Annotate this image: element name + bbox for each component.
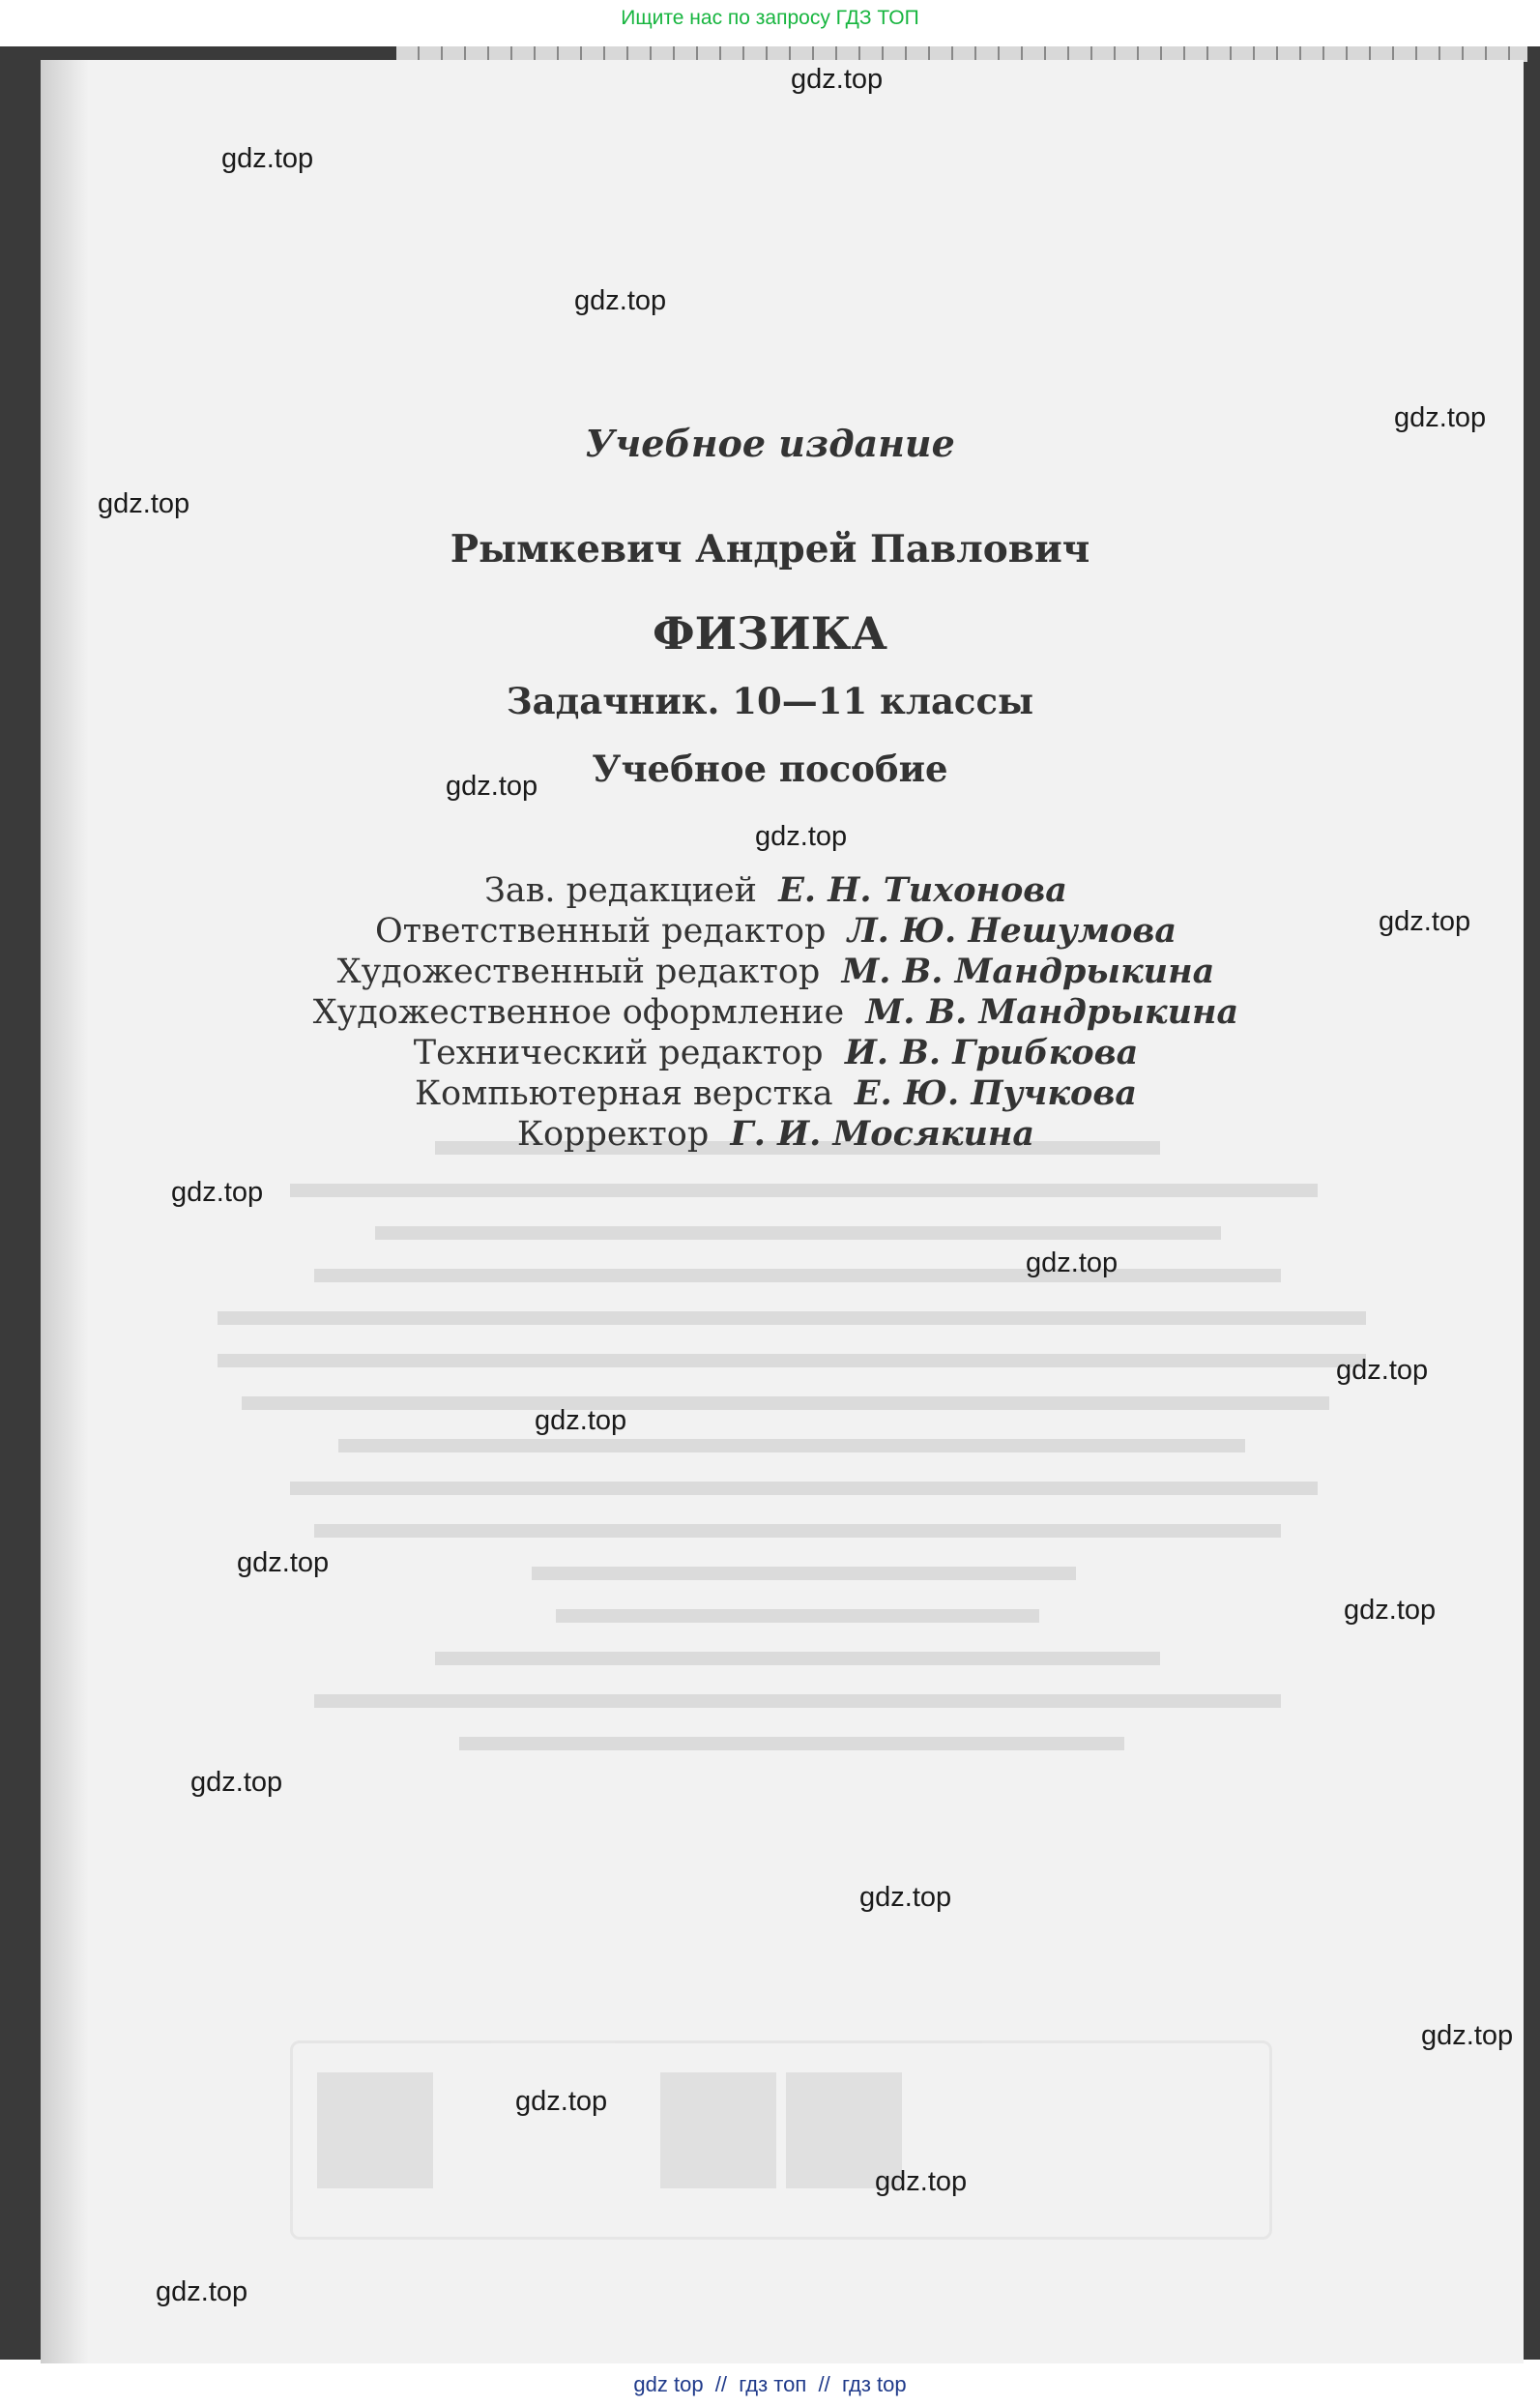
qr-codes-panel: [290, 2040, 1272, 2240]
credit-role: Технический редактор: [413, 1034, 824, 1072]
watermark: gdz.top: [1344, 1595, 1437, 1626]
watermark: gdz.top: [237, 1547, 330, 1578]
book-subtitle: Задачник. 10—11 классы: [506, 680, 1034, 722]
credit-name: Е. Ю. Пучкова: [854, 1073, 1138, 1113]
credit-row: [0, 870, 1540, 911]
credit-row: [0, 1114, 1540, 1155]
credit-name: М. В. Мандрыкина: [865, 992, 1239, 1032]
watermark: gdz.top: [98, 488, 190, 519]
credit-row: [0, 1033, 1540, 1073]
watermark: gdz.top: [1026, 1247, 1119, 1278]
credit-name: Е. Н. Тихонова: [778, 870, 1067, 910]
watermark: gdz.top: [875, 2166, 968, 2197]
watermark: gdz.top: [859, 1882, 952, 1913]
watermark: gdz.top: [535, 1405, 627, 1436]
watermark: gdz.top: [791, 64, 884, 95]
credit-row: [0, 952, 1540, 992]
credit-role: Корректор: [516, 1115, 710, 1154]
watermark: gdz.top: [515, 2086, 608, 2117]
watermark: gdz.top: [446, 771, 538, 802]
watermark: gdz.top: [1336, 1355, 1429, 1386]
watermark: gdz.top: [755, 821, 848, 852]
credit-role: Художественный редактор: [336, 953, 821, 991]
bottom-banner[interactable]: gdz top // гдз топ // гдз top: [633, 2372, 907, 2396]
watermark: gdz.top: [156, 2276, 248, 2307]
author-name: Рымкевич Андрей Павлович: [450, 527, 1090, 572]
watermark: gdz.top: [1379, 906, 1471, 937]
credit-name: Г. И. Мосякина: [730, 1114, 1035, 1154]
credit-name: Л. Ю. Нешумова: [847, 911, 1177, 951]
credit-name: И. В. Грибкова: [844, 1033, 1139, 1072]
watermark: gdz.top: [221, 143, 314, 174]
page-fold-shadow: [41, 60, 89, 2363]
qr-code-icon: [660, 2072, 776, 2188]
credit-row: [0, 992, 1540, 1033]
credit-role: Зав. редакцией: [484, 871, 757, 910]
watermark: gdz.top: [190, 1767, 283, 1798]
bleed-through-text: [193, 1141, 1402, 1953]
credit-role: Компьютерная верстка: [414, 1074, 833, 1113]
qr-code-icon: [317, 2072, 433, 2188]
credits-list: [0, 870, 1540, 1155]
watermark: gdz.top: [171, 1177, 264, 1208]
credit-row: [0, 911, 1540, 952]
edition-type: Учебное издание: [585, 422, 955, 465]
credit-name: М. В. Мандрыкина: [841, 952, 1215, 991]
watermark: gdz.top: [574, 285, 667, 316]
publication-type: Учебное пособие: [592, 748, 948, 790]
credit-role: Ответственный редактор: [374, 912, 827, 951]
credit-row: [0, 1073, 1540, 1114]
book-title: ФИЗИКА: [652, 607, 888, 660]
watermark: gdz.top: [1421, 2020, 1514, 2051]
watermark: gdz.top: [1394, 402, 1487, 433]
credit-role: Художественное оформление: [312, 993, 845, 1032]
top-banner[interactable]: Ищите нас по запросу ГДЗ ТОП: [621, 7, 919, 29]
